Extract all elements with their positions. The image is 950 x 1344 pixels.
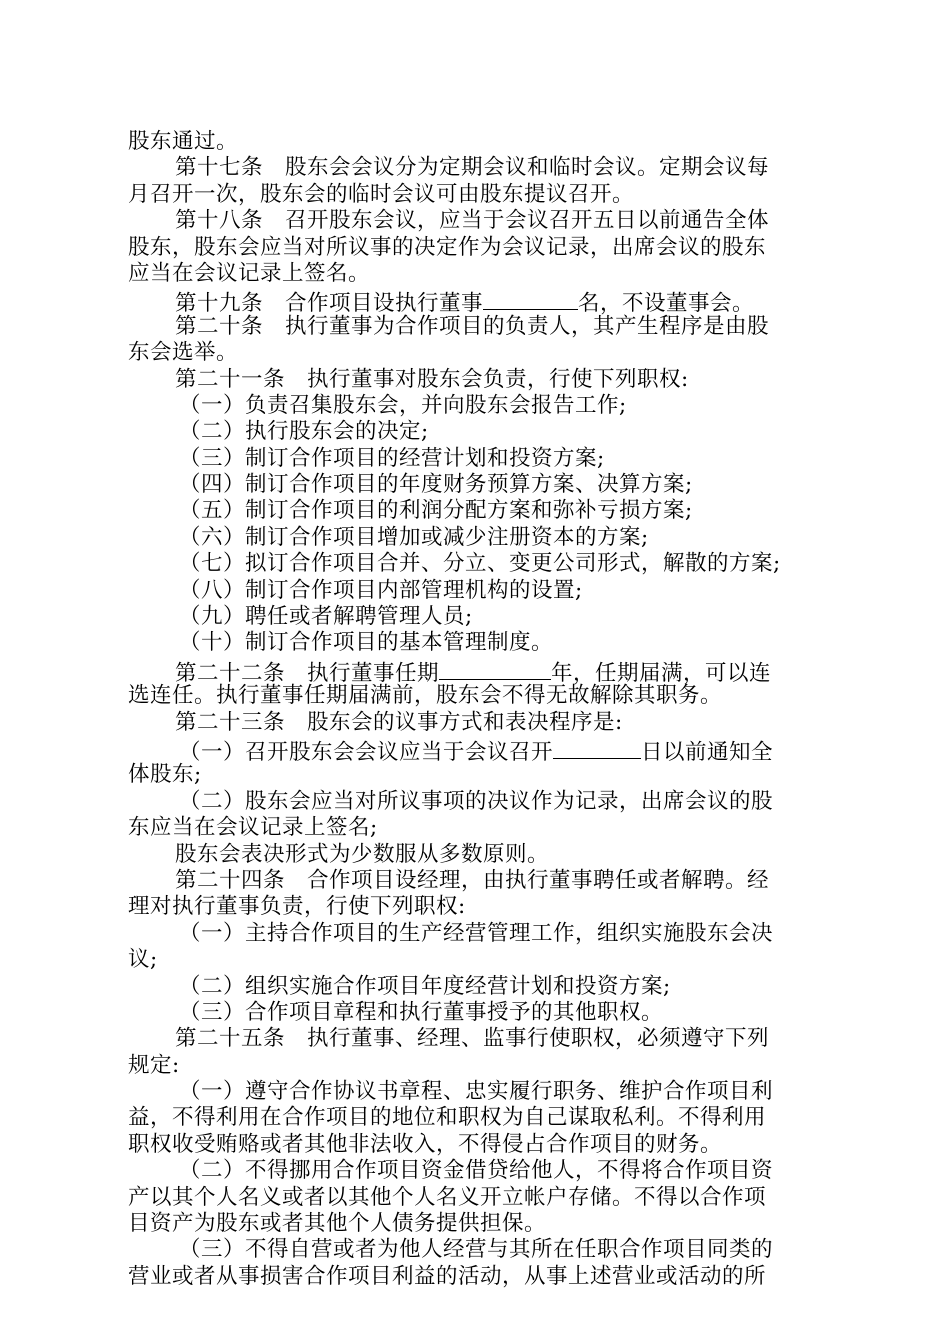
- list-item: （二）不得挪用合作项目资金借贷给他人，不得将合作项目资: [179, 1158, 774, 1184]
- text-line: 选连任。执行董事任期届满前，股东会不得无故解除其职务。: [128, 683, 723, 709]
- article-21-heading: 第二十一条 执行董事对股东会负责，行使下列职权:: [175, 366, 689, 392]
- list-item: （十）制订合作项目的基本管理制度。: [179, 630, 554, 656]
- list-item: （五）制订合作项目的利润分配方案和弥补亏损方案;: [179, 498, 693, 524]
- fill-in-blank[interactable]: [483, 287, 578, 310]
- text-line: 股东，股东会应当对所议事的决定作为会议记录，出席会议的股东: [128, 234, 767, 260]
- document-body: [128, 129, 828, 1290]
- text-line: 目资产为股东或者其他个人债务提供担保。: [128, 1211, 547, 1237]
- text-line: 职权收受贿赂或者其他非法收入，不得侵占合作项目的财务。: [128, 1131, 723, 1157]
- list-item: （三）不得自营或者为他人经营与其所在任职合作项目同类的: [179, 1237, 774, 1263]
- list-item: （二）组织实施合作项目年度经营计划和投资方案;: [179, 973, 671, 999]
- text-segment: 名，不设董事会。: [578, 291, 755, 317]
- article-18-heading: 第十八条 召开股东会议，应当于会议召开五日以前通告全体: [175, 208, 770, 234]
- fill-in-blank[interactable]: [553, 736, 641, 759]
- list-item: （三）制订合作项目的经营计划和投资方案;: [179, 445, 605, 471]
- list-item: （四）制订合作项目的年度财务预算方案、决算方案;: [179, 472, 693, 498]
- article-23-heading: 第二十三条 股东会的议事方式和表决程序是:: [175, 709, 623, 735]
- text-line: 体股东;: [128, 762, 202, 788]
- article-17-heading: 第十七条 股东会会议分为定期会议和临时会议。定期会议每: [175, 155, 770, 181]
- text-line: 益，不得利用在合作项目的地位和职权为自己谋取私利。不得利用: [128, 1105, 767, 1131]
- list-item: [128, 736, 828, 765]
- text-line: 月召开一次，股东会的临时会议可由股东提议召开。: [128, 181, 635, 207]
- text-segment: 第二十二条 执行董事任期: [175, 660, 440, 686]
- text-line: 股东通过。: [128, 129, 239, 154]
- text-segment: 年，任期届满，可以连: [551, 660, 772, 686]
- list-item: （一）主持合作项目的生产经营管理工作，组织实施股东会决: [179, 920, 774, 946]
- list-item: （三）合作项目章程和执行董事授予的其他职权。: [179, 999, 664, 1025]
- text-line: 理对执行董事负责，行使下列职权:: [128, 894, 466, 920]
- text-line: 东应当在会议记录上签名;: [128, 815, 378, 841]
- article-20-heading: 第二十条 执行董事为合作项目的负责人，其产生程序是由股: [175, 313, 770, 339]
- text-segment: 第十九条 合作项目设执行董事: [175, 291, 484, 317]
- article-22-heading: [128, 657, 828, 686]
- list-item: （六）制订合作项目增加或减少注册资本的方案;: [179, 524, 649, 550]
- article-24-heading: 第二十四条 合作项目设经理，由执行董事聘任或者解聘。经: [175, 867, 770, 893]
- list-item: （一）负责召集股东会，并向股东会报告工作;: [179, 392, 627, 418]
- list-item: （二）股东会应当对所议事项的决议作为记录，出席会议的股: [179, 788, 774, 814]
- text-line: 规定:: [128, 1052, 180, 1078]
- article-19-heading: [128, 287, 828, 317]
- list-item: （二）执行股东会的决定;: [179, 419, 429, 445]
- text-line: 议;: [128, 947, 158, 973]
- text-line: 应当在会议记录上签名。: [128, 260, 371, 286]
- text-segment: （一）召开股东会会议应当于会议召开: [179, 739, 554, 765]
- list-item: （七）拟订合作项目合并、分立、变更公司形式，解散的方案;: [179, 551, 781, 577]
- text-line: 股东会表决形式为少数服从多数原则。: [175, 841, 550, 867]
- list-item: （八）制订合作项目内部管理机构的设置;: [179, 577, 583, 603]
- article-25-heading: 第二十五条 执行董事、经理、监事行使职权，必须遵守下列: [175, 1026, 770, 1052]
- text-segment: 日以前通知全: [641, 739, 774, 765]
- text-line: 产以其个人名义或者以其他个人名义开立帐户存储。不得以合作项: [128, 1184, 767, 1210]
- fill-in-blank[interactable]: [439, 657, 551, 680]
- list-item: （一）遵守合作协议书章程、忠实履行职务、维护合作项目利: [179, 1079, 774, 1105]
- list-item: （九）聘任或者解聘管理人员;: [179, 604, 473, 630]
- text-line: 营业或者从事损害合作项目利益的活动，从事上述营业或活动的所: [128, 1263, 767, 1289]
- text-line: 东会选举。: [128, 340, 239, 366]
